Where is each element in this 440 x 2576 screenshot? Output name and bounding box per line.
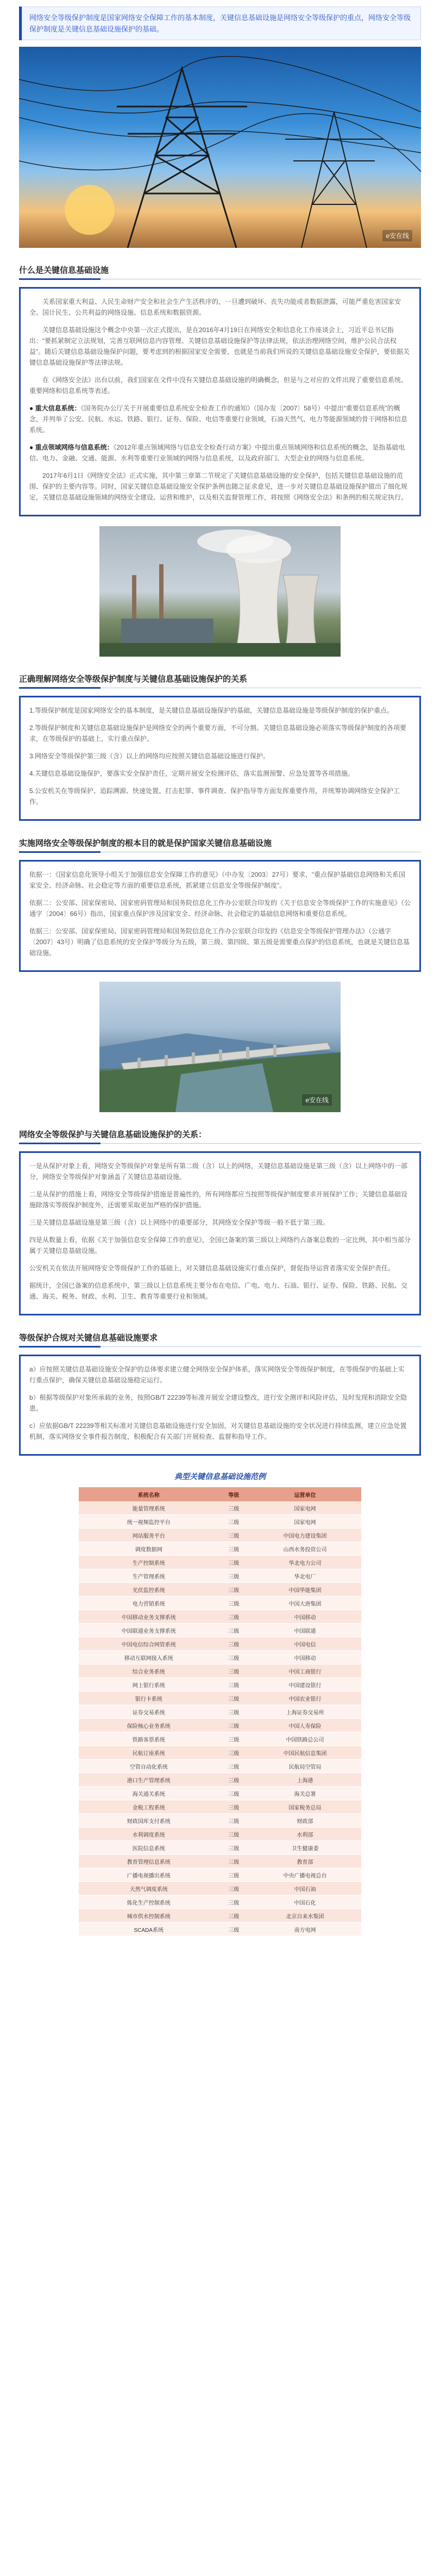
table-cell: 中央广播电视总台 (249, 1868, 361, 1882)
table-cell: 华北电力公司 (249, 1556, 361, 1569)
table-row (79, 1773, 361, 1787)
bullet-lead: ● 重大信息系统： (29, 404, 81, 412)
table-cell: 中国工商银行 (249, 1664, 361, 1678)
table-row (79, 1746, 361, 1760)
table-cell: 三级 (218, 1692, 249, 1705)
table-row (79, 1800, 361, 1814)
table-cell: 中国电力建设集团 (249, 1529, 361, 1542)
table-cell: 三级 (218, 1923, 249, 1936)
table-row (79, 1705, 361, 1719)
table-cell: 三级 (218, 1678, 249, 1692)
table-row (79, 1827, 361, 1841)
table-row (79, 1501, 361, 1515)
paragraph: a）应按照关键信息基础设施安全保护的总体要求建立健全网络安全保护体系，落实网络安全等级保护制度，在等级保护的基础上实行重点保护，确保关键信息基础设施稳定运行。 (29, 1365, 405, 1384)
table-row (79, 1583, 361, 1596)
table-row (79, 1637, 361, 1651)
infrastructure-table (79, 1487, 361, 1936)
paragraph: 公安机关在依法开展网络安全等级保护工作的基础上，对关键信息基础设施实行重点保护，督促指导运营者落实安全保护责任。 (29, 1264, 395, 1272)
table-cell: 调度数据网 (79, 1542, 218, 1556)
table-cell: 民航局空管局 (249, 1760, 361, 1773)
table-cell: 中国华能集团 (249, 1583, 361, 1596)
table-cell: 教育管理信息系统 (79, 1855, 218, 1868)
section-body-relationship (19, 696, 421, 821)
table-cell: 三级 (218, 1732, 249, 1746)
table-cell: 电力营销系统 (79, 1596, 218, 1610)
table-cell: 城市供水控制系统 (79, 1909, 218, 1923)
section-title-relationship: 正确理解网络安全等级保护制度与关键信息基础设施保护的关系 (19, 673, 421, 688)
paragraph: 在《网络安全法》出台以前，我们国家在文件中没有关键信息基础设施的明确概念，但是与之对应的文件出现了重要信息系统、重要网络和信息系统等表述。 (29, 376, 408, 395)
table-row (79, 1719, 361, 1732)
table-cell: 保险核心业务系统 (79, 1719, 218, 1732)
dam-illustration (99, 982, 341, 1112)
bullet-item (29, 403, 411, 435)
table-cell: 生产管理系统 (79, 1569, 218, 1583)
table-cell: 三级 (218, 1542, 249, 1556)
table-cell: 网上银行系统 (79, 1678, 218, 1692)
table-cell: 三级 (218, 1664, 249, 1678)
table-cell: 三级 (218, 1569, 249, 1583)
table-cell: 综合业务系统 (79, 1664, 218, 1678)
table-cell: 民航订座系统 (79, 1746, 218, 1760)
table-row (79, 1882, 361, 1895)
paragraph: 三是关键信息基础设施是第三级（含）以上网络中的重要部分，其网络安全保护等级一般不低于第三级。 (29, 1219, 330, 1226)
table-cell: 中国联通业务支撑系统 (79, 1624, 218, 1637)
table-cell: 三级 (218, 1583, 249, 1596)
table-cell: 统一视频监控平台 (79, 1515, 218, 1529)
table-cell: 中国电信 (249, 1637, 361, 1651)
table-cell: 三级 (218, 1651, 249, 1664)
table-cell: 三级 (218, 1787, 249, 1800)
table-cell: 移动互联网接入系统 (79, 1651, 218, 1664)
table-cell: 三级 (218, 1814, 249, 1827)
power-tower-illustration (19, 47, 421, 248)
table-cell: 三级 (218, 1760, 249, 1773)
table-row (79, 1678, 361, 1692)
section-title-what: 什么是关键信息基础设施 (19, 264, 421, 279)
paragraph: 4.关键信息基础设施保护，要落实安全保护责任，定期开展安全检测评估，落实监测预警、应急处置等各项措施。 (29, 770, 355, 777)
table-cell: 三级 (218, 1882, 249, 1895)
table-cell: 中国民航信息集团 (249, 1746, 361, 1760)
table-row (79, 1515, 361, 1529)
table-cell: 教育部 (249, 1855, 361, 1868)
table-cell: 中国建设银行 (249, 1678, 361, 1692)
table-cell: 中国移动 (249, 1651, 361, 1664)
table-cell: 三级 (218, 1529, 249, 1542)
bullet-text: 《2012年重点领域网络与信息安全检查行动方案》中提出重点领域网络和信息系统的概念，是指基础电信、电力、金融、交通、能源、水利等重要行业领域的网络与信息系统，以及政府部门、大型企业的网络与信息系统。 (29, 444, 405, 462)
paragraph: 一是从保护对象上看，网络安全等级保护对象是所有第二级（含）以上的网络，关键信息基础设施是第三级（含）以上网络中的一部分，网络安全等级保护对象涵盖了关键信息基础设施。 (29, 1162, 408, 1181)
table-row (79, 1787, 361, 1800)
table-row (79, 1909, 361, 1923)
table-cell: 三级 (218, 1515, 249, 1529)
table-header-row (79, 1487, 361, 1501)
section-body-what (19, 287, 421, 516)
table-header-cell: 系统名称 (79, 1487, 218, 1501)
table-cell: 国家税务总局 (249, 1800, 361, 1814)
table-cell: 中国联通 (249, 1624, 361, 1637)
bullet-item (29, 442, 411, 464)
table-row (79, 1651, 361, 1664)
table-cell: 三级 (218, 1773, 249, 1787)
table-row (79, 1814, 361, 1827)
table-row (79, 1610, 361, 1624)
bullet-text: 《国务院办公厅关于开展重要信息系统安全检查工作的通知》（国办发〔2007〕58号）中提出“重要信息系统”的概念，并列举了公安、民航、水运、铁路、银行、证券、保险、电信等重要行业领域，石油天然气、电力等能源领域的骨干网络和信息系统。 (29, 404, 408, 434)
table-cell: 中国石化 (249, 1895, 361, 1909)
paragraph: 二是从保护的措施上看，网络安全等级保护措施是普遍性的，所有网络都应当按照等级保护制度要求开展保护工作；关键信息基础设施除落实等级保护制度外，还需要采取更加严格的保护措施。 (29, 1190, 408, 1209)
table-cell: 广播电视播出系统 (79, 1868, 218, 1882)
paragraph: 2017年6月1日《网络安全法》正式实施，其中第三章第二节规定了关键信息基础设施的安全保护，包括关键信息基础设施的范围、保护的主要内容等。同时，国家关键信息基础设施安全保护条例也随之征求意见，进一步对关键信息基础设施保护做出了细化规定，关键信息基础设施领域的网络安全建设、运营和维护，以及相关监督管理工作，将按照《网络安全法》和条例的相关规定执行。 (29, 472, 408, 501)
table-cell: 三级 (218, 1610, 249, 1624)
table-cell: 中国石油 (249, 1882, 361, 1895)
dam-watermark: e安在线 (302, 1094, 332, 1106)
table-cell: 三级 (218, 1909, 249, 1923)
article (19, 0, 421, 1936)
table-cell: 三级 (218, 1827, 249, 1841)
table-row (79, 1664, 361, 1678)
table-cell: 三级 (218, 1800, 249, 1814)
table-cell: 金税工程系统 (79, 1800, 218, 1814)
table-cell: 上海证券交易所 (249, 1705, 361, 1719)
table-header-cell: 等级 (218, 1487, 249, 1501)
paragraph: 据统计，全国已备案的信息系统中，第三级以上信息系统主要分布在电信、广电、电力、石油、银行、证券、保险、铁路、民航、交通、海关、税务、财政、水利、卫生、教育等重要行业和领域。 (29, 1282, 408, 1300)
table-body (79, 1501, 361, 1936)
table-cell: 空管自动化系统 (79, 1760, 218, 1773)
table-cell: 中国移动业务支撑系统 (79, 1610, 218, 1624)
hero-watermark: e安在线 (382, 230, 412, 241)
table-row (79, 1868, 361, 1882)
table-cell: 水利调度系统 (79, 1827, 218, 1841)
paragraph: 关键信息基础设施这个概念中央第一次正式提出，是在2016年4月19日在网络安全和信息化工作座谈会上，习近平总书记指出：“要抓紧制定立法规划，完善互联网信息内容管理、关键信息基础设施保护等法律法规，依法治理网络空间，维护公民合法权益”。随后关键信息基础设施保护问题，要考虑到的根据国家安全需要，也就是当前我们所说的关键信息基础设施安全保护，要依据关键信息基础设施保护等法律法规。 (29, 326, 410, 366)
table-cell: 水利部 (249, 1827, 361, 1841)
section-title-purpose: 实施网络安全等级保护制度的根本目的就是保护国家关键信息基础设施 (19, 837, 421, 852)
paragraph: 依据一：《国家信息化领导小组关于加强信息安全保障工作的意见》（中办发〔2003〕27号）要求，“重点保护基础信息网络和关系国家安全、经济命脉、社会稳定等方面的重要信息系统，抓紧建立信息安全等级保护制度”。 (29, 871, 406, 889)
table-cell: 中国铁路总公司 (249, 1732, 361, 1746)
paragraph: 四是从数量上看，依据《关于加强信息安全保障工作的意见》，全国已备案的第三级以上网络约占备案总数的一定比例，其中相当部分属于关键信息基础设施。 (29, 1236, 411, 1255)
table-cell: 中国大唐集团 (249, 1596, 361, 1610)
table-cell: 中国电信综合网管系统 (79, 1637, 218, 1651)
table-cell: 医院信息系统 (79, 1841, 218, 1855)
table-cell: 三级 (218, 1624, 249, 1637)
table-cell: 证券交易系统 (79, 1705, 218, 1719)
table-cell: 网站服务平台 (79, 1529, 218, 1542)
table-cell: 三级 (218, 1868, 249, 1882)
table-title: 典型关键信息基础设施范例 (174, 1472, 266, 1481)
table-row (79, 1529, 361, 1542)
table-cell: 上海港 (249, 1773, 361, 1787)
table-cell: 国家电网 (249, 1501, 361, 1515)
table-row (79, 1596, 361, 1610)
table-cell: 炼化生产控制系统 (79, 1895, 218, 1909)
paragraph: 依据三：公安部、国家保密局、国家密码管理局和国务院信息化工作办公室联合印发的《信息安全等级保护管理办法》（公通字〔2007〕43号）明确了信息系统的安全保护等级分为五级，第三级、第四级、第五级是需要重点保护的信息系统，也就是关键信息基础设施。 (29, 927, 410, 957)
intro-text: 网络安全等级保护制度是国家网络安全保障工作的基本制度，关键信息基础设施是网络安全等级保护的重点，网络安全等级保护制度是关键信息基础设施保护的基础。 (29, 14, 411, 33)
table-cell: 港口生产管理系统 (79, 1773, 218, 1787)
table-row (79, 1923, 361, 1936)
table-row (79, 1855, 361, 1868)
table-cell: 天然气调度系统 (79, 1882, 218, 1895)
table-row (79, 1624, 361, 1637)
table-cell: 中国移动 (249, 1610, 361, 1624)
table-cell: SCADA系统 (79, 1923, 218, 1936)
paragraph: 3.网络安全等级保护第三级（含）以上的网络均应按照关键信息基础设施进行保护。 (29, 752, 270, 760)
table-cell: 中国人寿保险 (249, 1719, 361, 1732)
paragraph: 2.等级保护制度和关键信息基础设施保护是网络安全的两个重要方面，不可分割。关键信息基础设施必须落实等级保护制度的各项要求，在等级保护的基础上，实行重点保护。 (29, 724, 407, 743)
table-row (79, 1760, 361, 1773)
section-title-requirements: 等级保护合规对关键信息基础设施要求 (19, 1332, 421, 1347)
table-row (79, 1569, 361, 1583)
table-row (79, 1692, 361, 1705)
table-cell: 三级 (218, 1637, 249, 1651)
table-cell: 三级 (218, 1841, 249, 1855)
table-cell: 北京自来水集团 (249, 1909, 361, 1923)
table-row (79, 1895, 361, 1909)
paragraph: 1.等级保护制度是国家网络安全的基本制度，是关键信息基础设施保护的基础，关键信息基础设施是等级保护制度的保护重点。 (29, 707, 394, 714)
table-cell: 山西水务投资公司 (249, 1542, 361, 1556)
table-cell: 国家电网 (249, 1515, 361, 1529)
dam-image (99, 982, 341, 1112)
table-row (79, 1556, 361, 1569)
table-cell: 能量管理系统 (79, 1501, 218, 1515)
table-row (79, 1542, 361, 1556)
table-cell: 银行卡系统 (79, 1692, 218, 1705)
table-cell: 海关通关系统 (79, 1787, 218, 1800)
table-cell: 三级 (218, 1556, 249, 1569)
table-cell: 三级 (218, 1719, 249, 1732)
hero-image-power-lines (19, 47, 421, 248)
table-cell: 财政国库支付系统 (79, 1814, 218, 1827)
cooling-towers-image (99, 526, 341, 657)
paragraph: b）根据等级保护对象所承载的业务，按照GB/T 22239等标准开展安全建设整改，进行安全测评和风险评估，及时发现和消除安全隐患。 (29, 1394, 407, 1412)
table-cell: 财政部 (249, 1814, 361, 1827)
table-cell: 海关总署 (249, 1787, 361, 1800)
section-body-purpose (19, 860, 421, 972)
cooling-towers-illustration (99, 526, 341, 657)
paragraph: c）应依据GB/T 22239等相关标准对关键信息基础设施进行安全加固，对关键信息基础设施的安全状况进行持续监测，建立应急处置机制，落实网络安全事件报告制度，积极配合有关部门开展检查、监督和指导工作。 (29, 1422, 407, 1440)
paragraph: 5.公安机关在等级保护、追踪溯源、快速处置、打击犯罪、事件调查、保护指导等方面发挥重要作用，并统筹协调网络安全保护工作。 (29, 787, 400, 806)
table-cell: 铁路客票系统 (79, 1732, 218, 1746)
table-cell: 光伏监控系统 (79, 1583, 218, 1596)
bullet-lead: ● 重点领域网络与信息系统： (29, 444, 114, 451)
section-title-scope: 网络安全等级保护与关键信息基础设施保护的关系： (19, 1128, 421, 1144)
table-cell: 南方电网 (249, 1923, 361, 1936)
paragraph: 依据二：公安部、国家保密局、国家密码管理局和国务院信息化工作办公室联合印发的《关于信息安全等级保护工作的实施意见》（公通字〔2004〕66号）指出，国家重点保护涉及国家安全、经济命脉、社会稳定的基础信息网络和重要信息系统。 (29, 899, 411, 918)
table-cell: 三级 (218, 1895, 249, 1909)
table-cell: 生产控制系统 (79, 1556, 218, 1569)
table-row (79, 1732, 361, 1746)
section-body-scope (19, 1151, 421, 1315)
table-header-cell: 运营单位 (249, 1487, 361, 1501)
paragraph: 关系国家重大利益、人民生命财产安全和社会生产生活秩序的，一旦遭到破坏、丧失功能或者数据泄露，可能严重危害国家安全、国计民生、公共利益的网络设施、信息系统和数据资源。 (29, 298, 401, 316)
table-row (79, 1841, 361, 1855)
table-cell: 卫生健康委 (249, 1841, 361, 1855)
table-cell: 三级 (218, 1596, 249, 1610)
table-cell: 三级 (218, 1501, 249, 1515)
table-cell: 三级 (218, 1746, 249, 1760)
intro-callout (19, 7, 421, 40)
section-body-requirements (19, 1355, 421, 1456)
table-cell: 三级 (218, 1705, 249, 1719)
table-cell: 中国农业银行 (249, 1692, 361, 1705)
table-cell: 三级 (218, 1855, 249, 1868)
table-cell: 华北电厂 (249, 1569, 361, 1583)
